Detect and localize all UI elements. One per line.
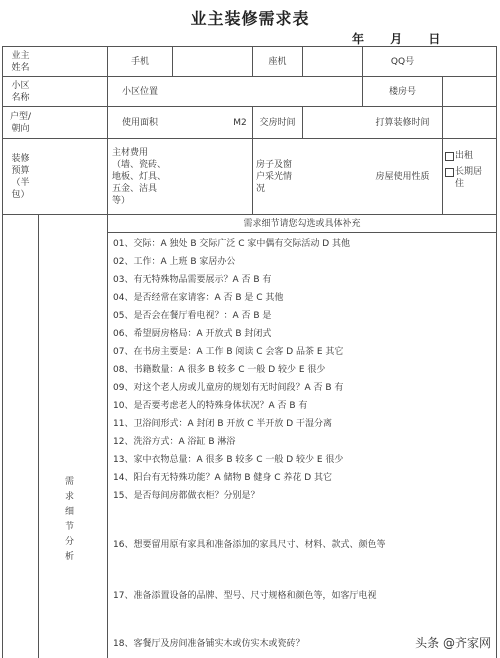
option-rent[interactable]	[445, 149, 495, 163]
lighting-condition-label: 房子及窗 户采光情 况	[256, 159, 293, 194]
question-18: 18、客餐厅及房间准备铺实木或仿实木或瓷砖？	[113, 639, 305, 649]
grid-line	[38, 214, 39, 658]
grid-line	[442, 138, 443, 214]
area-unit: M2	[233, 117, 247, 128]
layout-orientation-label: 户型/ 朝向	[9, 111, 32, 134]
needs-header: 需求细节请您勾选或具体补充	[243, 218, 361, 229]
grid-line	[107, 232, 497, 233]
question-09: 09、对这个老人房或儿童房的规划有无时间段？A 否 B 有	[113, 383, 344, 393]
grid-line	[172, 46, 173, 76]
question-15: 15、是否每间房都做衣柜？分别是？	[113, 491, 260, 501]
date-line	[352, 30, 462, 47]
building-number-label: 楼房号	[388, 86, 416, 97]
date-day: 日	[428, 32, 441, 46]
grid-line	[496, 46, 497, 658]
question-13: 13、家中衣物总量：A 很多 B 较多 C 一般 D 较少 E 很少	[113, 455, 344, 465]
question-01: 01、交际：A 独处 B 交际广泛 C 家中偶有交际活动 D 其他	[113, 239, 351, 249]
question-04: 04、是否经常在家请客：A 否 B 是 C 其他	[113, 293, 284, 303]
checkbox-long-term[interactable]	[445, 168, 454, 177]
option-long-term[interactable]	[445, 166, 495, 194]
phone-label: 手机	[130, 56, 149, 67]
main-material-cost-label: 主材费用 （墙、瓷砖、 地板、灯具、 五金、洁具 等）	[112, 147, 167, 206]
handover-time-label: 交房时间	[259, 117, 296, 128]
question-12: 12、洗浴方式：A 浴缸 B 淋浴	[113, 437, 236, 447]
usable-area-label: 使用面积	[121, 117, 158, 128]
question-02: 02、工作：A 上班 B 家居办公	[113, 257, 236, 267]
community-name-label: 小区 名称	[11, 80, 30, 103]
house-usage-label: 房屋使用性质	[375, 171, 430, 182]
question-07: 07、在书房主要是：A 工作 B 阅读 C 会客 D 品茶 E 其它	[113, 347, 344, 357]
grid-line	[442, 76, 443, 138]
watermark: 头条 @齐家网	[412, 633, 494, 652]
renovation-time-label: 打算装修时间	[375, 117, 430, 128]
question-05: 05、是否会在餐厅看电视？：A 否 B 是	[113, 311, 272, 321]
grid-line	[302, 106, 303, 138]
question-14: 14、阳台有无特殊功能？A 储物 B 健身 C 养花 D 其它	[113, 473, 333, 483]
grid-line	[302, 46, 303, 76]
option-long-term-label: 长期居 住	[455, 167, 483, 189]
question-10: 10、是否要考虑老人的特殊身体状况？A 否 B 有	[113, 401, 308, 411]
question-11: 11、卫浴间形式：A 封闭 B 开放 C 半开放 D 干湿分离	[113, 419, 333, 429]
question-17: 17、准备添置设备的品牌、型号、尺寸规格和颜色等，如客厅电视	[113, 591, 377, 601]
qq-label: QQ号	[390, 56, 415, 67]
owner-name-label: 业主 姓名	[11, 50, 30, 73]
question-06: 06、希望厨房格局：A 开放式 B 封闭式	[113, 329, 272, 339]
community-location-label: 小区位置	[121, 86, 158, 97]
date-year: 年	[352, 32, 365, 46]
question-08: 08、书籍数量：A 很多 B 较多 C 一般 D 较少 E 很少	[113, 365, 326, 375]
form-title: 业主装修需求表	[190, 9, 310, 28]
checkbox-rent[interactable]	[445, 152, 454, 161]
question-03: 03、有无特殊物品需要展示？A 否 B 有	[113, 275, 272, 285]
landline-label: 座机	[268, 56, 287, 67]
question-16: 16、想要留用原有家具和准备添加的家具尺寸、材料、款式、颜色等	[113, 540, 386, 550]
section-label: 需求细节分析	[63, 476, 73, 566]
date-month: 月	[390, 32, 403, 46]
budget-label: 装修 预算 （半 包）	[11, 153, 30, 200]
option-rent-label: 出租	[455, 151, 474, 161]
